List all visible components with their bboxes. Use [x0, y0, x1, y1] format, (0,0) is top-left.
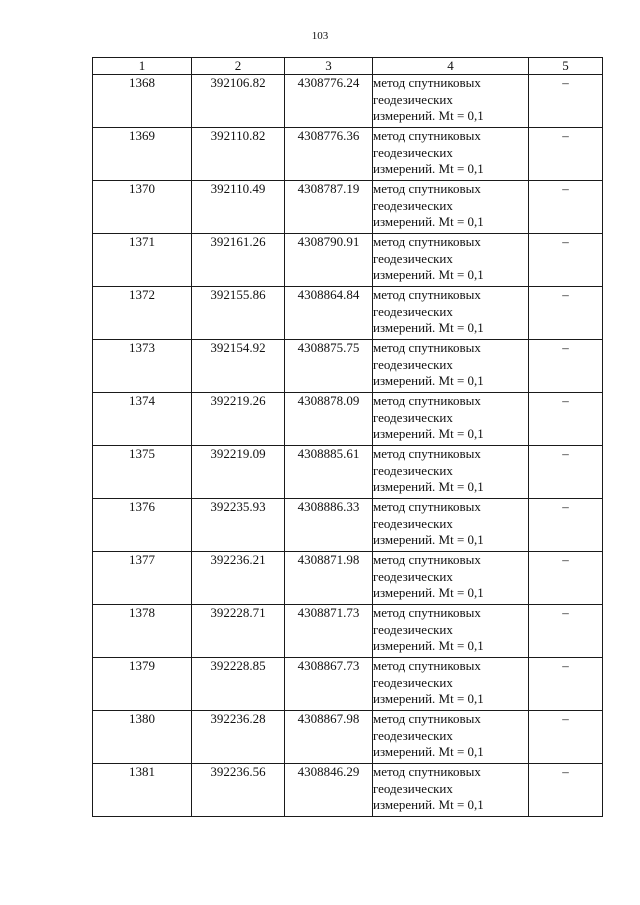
table-row [93, 499, 603, 552]
method-line: метод спутниковых [373, 658, 481, 673]
method-cell [373, 128, 529, 181]
table-row [93, 393, 603, 446]
note-cell: – [529, 340, 603, 393]
method-line: измерений. Mt = 0,1 [373, 585, 484, 600]
note-cell: – [529, 446, 603, 499]
method-line: метод спутниковых [373, 711, 481, 726]
method-line: измерений. Mt = 0,1 [373, 797, 484, 812]
method-line: метод спутниковых [373, 287, 481, 302]
coordinate-y: 4308871.98 [285, 552, 373, 605]
method-line: метод спутниковых [373, 499, 481, 514]
table-body [93, 75, 603, 817]
note-cell: – [529, 75, 603, 128]
coordinate-x: 392228.71 [192, 605, 285, 658]
method-cell [373, 181, 529, 234]
method-cell [373, 287, 529, 340]
method-line: метод спутниковых [373, 181, 481, 196]
coordinate-x: 392219.09 [192, 446, 285, 499]
note-cell: – [529, 234, 603, 287]
column-header: 2 [192, 58, 285, 75]
coordinate-y: 4308867.98 [285, 711, 373, 764]
method-cell [373, 75, 529, 128]
note-cell: – [529, 181, 603, 234]
method-line: геодезических [373, 197, 453, 213]
method-line: метод спутниковых [373, 764, 481, 779]
point-number: 1375 [93, 446, 192, 499]
coordinate-y: 4308878.09 [285, 393, 373, 446]
coordinate-x: 392110.82 [192, 128, 285, 181]
point-number: 1377 [93, 552, 192, 605]
method-line: геодезических [373, 674, 453, 690]
table-row [93, 75, 603, 128]
method-line: метод спутниковых [373, 75, 481, 90]
point-number: 1368 [93, 75, 192, 128]
coordinate-x: 392161.26 [192, 234, 285, 287]
point-number: 1372 [93, 287, 192, 340]
method-cell [373, 658, 529, 711]
method-cell [373, 234, 529, 287]
table-row [93, 552, 603, 605]
method-line: геодезических [373, 303, 453, 319]
method-line: измерений. Mt = 0,1 [373, 161, 484, 176]
coordinate-x: 392228.85 [192, 658, 285, 711]
column-header: 3 [285, 58, 373, 75]
method-cell [373, 711, 529, 764]
method-line: геодезических [373, 462, 453, 478]
point-number: 1374 [93, 393, 192, 446]
point-number: 1376 [93, 499, 192, 552]
coordinate-y: 4308871.73 [285, 605, 373, 658]
method-line: измерений. Mt = 0,1 [373, 532, 484, 547]
table-row [93, 128, 603, 181]
coordinate-x: 392235.93 [192, 499, 285, 552]
coordinate-x: 392219.26 [192, 393, 285, 446]
coordinate-y: 4308790.91 [285, 234, 373, 287]
coordinate-x: 392110.49 [192, 181, 285, 234]
method-line: измерений. Mt = 0,1 [373, 744, 484, 759]
point-number: 1380 [93, 711, 192, 764]
method-line: геодезических [373, 144, 453, 160]
method-line: измерений. Mt = 0,1 [373, 267, 484, 282]
coordinate-x: 392106.82 [192, 75, 285, 128]
method-line: геодезических [373, 356, 453, 372]
note-cell: – [529, 287, 603, 340]
note-cell: – [529, 658, 603, 711]
coordinate-y: 4308885.61 [285, 446, 373, 499]
note-cell: – [529, 128, 603, 181]
method-cell [373, 340, 529, 393]
method-line: метод спутниковых [373, 340, 481, 355]
coordinate-y: 4308776.36 [285, 128, 373, 181]
method-line: геодезических [373, 780, 453, 796]
method-line: измерений. Mt = 0,1 [373, 373, 484, 388]
method-line: измерений. Mt = 0,1 [373, 214, 484, 229]
method-line: измерений. Mt = 0,1 [373, 108, 484, 123]
table-row [93, 658, 603, 711]
note-cell: – [529, 605, 603, 658]
table-row [93, 287, 603, 340]
point-number: 1378 [93, 605, 192, 658]
table-row [93, 234, 603, 287]
method-line: геодезических [373, 727, 453, 743]
method-line: измерений. Mt = 0,1 [373, 638, 484, 653]
method-line: геодезических [373, 515, 453, 531]
method-line: измерений. Mt = 0,1 [373, 320, 484, 335]
method-cell [373, 605, 529, 658]
coordinates-table [92, 57, 603, 817]
method-cell [373, 393, 529, 446]
method-line: метод спутниковых [373, 605, 481, 620]
coordinate-y: 4308787.19 [285, 181, 373, 234]
method-cell [373, 499, 529, 552]
coordinate-x: 392155.86 [192, 287, 285, 340]
method-line: геодезических [373, 409, 453, 425]
coordinate-y: 4308864.84 [285, 287, 373, 340]
method-line: геодезических [373, 250, 453, 266]
method-line: геодезических [373, 621, 453, 637]
method-line: геодезических [373, 91, 453, 107]
point-number: 1381 [93, 764, 192, 817]
coordinate-y: 4308846.29 [285, 764, 373, 817]
page-number: 103 [311, 30, 329, 42]
method-line: измерений. Mt = 0,1 [373, 426, 484, 441]
point-number: 1369 [93, 128, 192, 181]
point-number: 1379 [93, 658, 192, 711]
point-number: 1371 [93, 234, 192, 287]
method-line: метод спутниковых [373, 128, 481, 143]
coordinate-y: 4308867.73 [285, 658, 373, 711]
note-cell: – [529, 711, 603, 764]
method-cell [373, 446, 529, 499]
column-header: 5 [529, 58, 603, 75]
column-header: 4 [373, 58, 529, 75]
table-row [93, 764, 603, 817]
method-line: измерений. Mt = 0,1 [373, 479, 484, 494]
method-cell [373, 764, 529, 817]
table-row [93, 446, 603, 499]
method-line: метод спутниковых [373, 552, 481, 567]
method-line: метод спутниковых [373, 393, 481, 408]
method-line: метод спутниковых [373, 234, 481, 249]
point-number: 1373 [93, 340, 192, 393]
table-row [93, 181, 603, 234]
table-row [93, 605, 603, 658]
method-cell [373, 552, 529, 605]
coordinate-x: 392154.92 [192, 340, 285, 393]
coordinate-y: 4308875.75 [285, 340, 373, 393]
note-cell: – [529, 393, 603, 446]
coordinate-x: 392236.56 [192, 764, 285, 817]
note-cell: – [529, 764, 603, 817]
coordinate-y: 4308886.33 [285, 499, 373, 552]
method-line: измерений. Mt = 0,1 [373, 691, 484, 706]
coordinate-x: 392236.28 [192, 711, 285, 764]
table-header-row [93, 58, 603, 75]
method-line: геодезических [373, 568, 453, 584]
table-row [93, 711, 603, 764]
point-number: 1370 [93, 181, 192, 234]
method-line: метод спутниковых [373, 446, 481, 461]
note-cell: – [529, 552, 603, 605]
coordinate-y: 4308776.24 [285, 75, 373, 128]
coordinate-x: 392236.21 [192, 552, 285, 605]
column-header: 1 [93, 58, 192, 75]
table-row [93, 340, 603, 393]
note-cell: – [529, 499, 603, 552]
